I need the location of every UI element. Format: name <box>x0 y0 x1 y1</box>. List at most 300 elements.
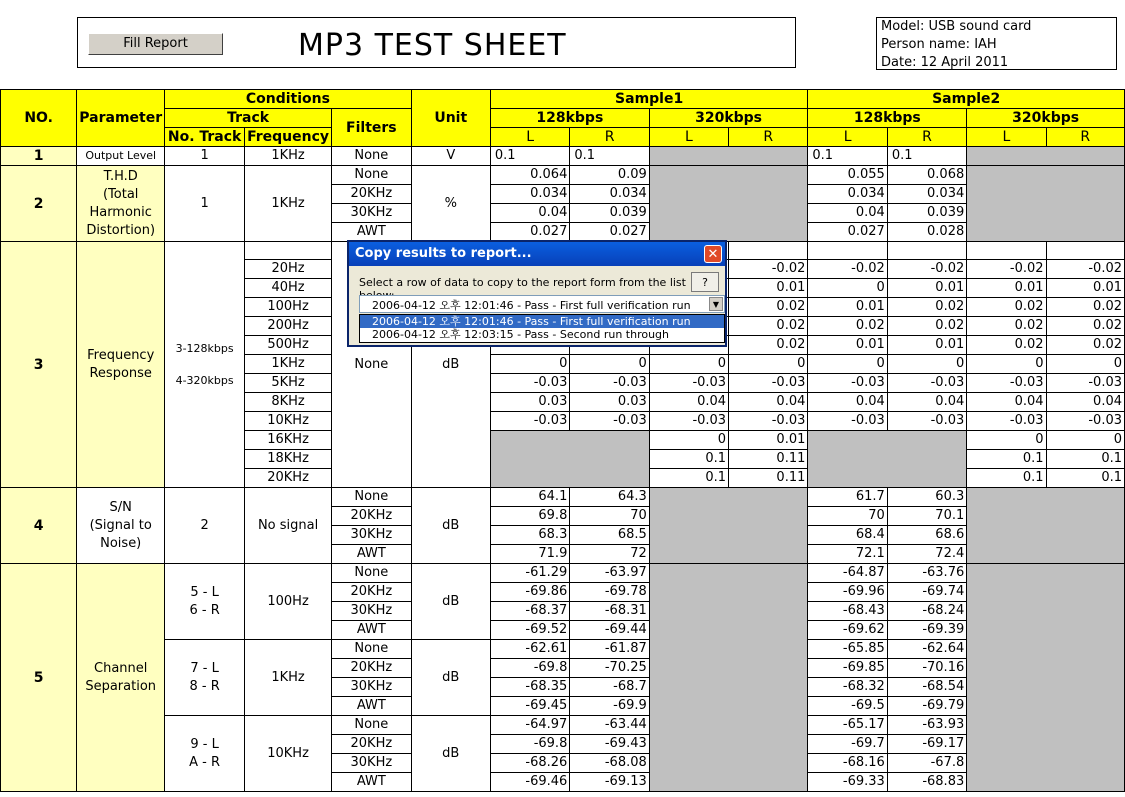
value-cell[interactable]: 0.1 <box>808 147 887 166</box>
value-cell[interactable]: 0 <box>649 431 728 450</box>
value-cell[interactable]: 61.7 <box>808 488 887 507</box>
cell-line: T.H.D <box>103 168 138 184</box>
header-left: L <box>649 128 728 147</box>
value-cell[interactable]: 0.02 <box>1046 317 1124 336</box>
value-cell[interactable]: -69.44 <box>570 621 649 640</box>
person-name-label: Person name: IAH <box>881 37 997 52</box>
filter-value: 30KHz <box>332 602 412 621</box>
sheet-header <box>77 17 796 68</box>
filter-value: None <box>332 166 412 185</box>
value-cell[interactable]: 0.02 <box>1046 298 1124 317</box>
filter-value: AWT <box>332 545 412 564</box>
table-row <box>1 166 1125 185</box>
model-info-box <box>876 17 1117 70</box>
value-cell[interactable]: 68.4 <box>808 526 887 545</box>
value-cell[interactable]: 0.1 <box>967 469 1046 488</box>
filter-value: 20KHz <box>332 583 412 602</box>
value-cell[interactable]: 0.027 <box>570 223 649 242</box>
value-cell[interactable]: -63.93 <box>887 716 966 735</box>
value-cell[interactable]: -0.03 <box>967 412 1046 431</box>
value-cell[interactable]: 0.02 <box>1046 336 1124 355</box>
parameter-label <box>77 242 165 488</box>
header-bitrate: 128kbps <box>808 109 967 128</box>
value-cell[interactable]: 0.1 <box>1046 450 1124 469</box>
header-parameter: Parameter <box>77 90 165 147</box>
value-cell[interactable]: -70.25 <box>570 659 649 678</box>
parameter-label <box>77 488 165 564</box>
frequency-value <box>245 242 332 260</box>
value-cell[interactable]: -63.76 <box>887 564 966 583</box>
value-cell[interactable]: -0.03 <box>729 374 808 393</box>
value-cell[interactable]: -68.16 <box>808 754 887 773</box>
cell-line: A - R <box>189 754 221 770</box>
filter-value: None <box>332 242 412 488</box>
cell-line: Noise) <box>100 535 142 551</box>
value-cell[interactable]: -0.03 <box>887 412 966 431</box>
header-track: Track <box>165 109 332 128</box>
value-cell[interactable]: -0.03 <box>729 412 808 431</box>
value-cell[interactable]: 68.5 <box>570 526 649 545</box>
value-cell[interactable]: -0.03 <box>649 412 728 431</box>
value-cell[interactable]: -65.17 <box>808 716 887 735</box>
table-row <box>1 147 1125 166</box>
value-cell[interactable]: -0.03 <box>808 412 887 431</box>
cell-line: 5 - L <box>190 584 219 600</box>
value-cell[interactable]: 0 <box>1046 355 1124 374</box>
chevron-down-icon[interactable]: ▼ <box>709 297 723 311</box>
value-cell[interactable]: 0 <box>729 355 808 374</box>
cell-line: S/N <box>109 499 132 515</box>
value-cell[interactable]: -69.79 <box>887 697 966 716</box>
filter-value: 20KHz <box>332 659 412 678</box>
value-cell[interactable]: 0.1 <box>490 147 569 166</box>
unit-value: dB <box>411 242 490 488</box>
frequency-value: 10KHz <box>245 716 332 792</box>
row-number: 3 <box>1 242 77 488</box>
unit-value: V <box>411 147 490 166</box>
value-cell[interactable]: -0.03 <box>808 374 887 393</box>
value-cell[interactable]: 0.02 <box>808 317 887 336</box>
value-cell[interactable]: 0.02 <box>967 336 1046 355</box>
table-row <box>1 488 1125 507</box>
value-cell[interactable]: 0.01 <box>729 431 808 450</box>
value-cell[interactable]: -68.31 <box>570 602 649 621</box>
value-cell[interactable]: 0.039 <box>570 204 649 223</box>
header-bitrate: 320kbps <box>967 109 1125 128</box>
header-frequency: Frequency <box>245 128 332 147</box>
cell-line: (Total <box>102 186 139 202</box>
value-cell[interactable]: -0.02 <box>967 260 1046 279</box>
date-label: Date: 12 April 2011 <box>881 55 1009 70</box>
cell-line: Channel <box>94 660 148 676</box>
unit-value: dB <box>411 488 490 564</box>
track-value: 1 <box>165 166 245 242</box>
value-cell[interactable]: 0.04 <box>649 393 728 412</box>
value-cell[interactable]: -61.29 <box>490 564 569 583</box>
table-row <box>1 716 1125 735</box>
value-cell[interactable]: -68.32 <box>808 678 887 697</box>
value-cell[interactable]: 0.04 <box>808 393 887 412</box>
header-filters: Filters <box>332 109 412 147</box>
value-cell[interactable]: 0.02 <box>729 317 808 336</box>
value-cell[interactable]: -69.5 <box>808 697 887 716</box>
value-cell[interactable]: -0.03 <box>490 374 569 393</box>
value-cell[interactable]: -0.03 <box>1046 374 1124 393</box>
value-cell[interactable]: -69.7 <box>808 735 887 754</box>
value-cell[interactable]: 0 <box>570 355 649 374</box>
row-number: 1 <box>1 147 77 166</box>
sheet-title: MP3 TEST SHEET <box>298 28 567 63</box>
value-cell[interactable]: 0.039 <box>887 204 966 223</box>
value-cell[interactable]: -68.43 <box>808 602 887 621</box>
value-cell[interactable]: 69.8 <box>490 507 569 526</box>
filter-value: 20KHz <box>332 185 412 204</box>
value-cell[interactable] <box>967 242 1046 260</box>
value-cell[interactable]: 0.1 <box>1046 469 1124 488</box>
empty-cell <box>649 564 808 792</box>
filter-value: 20KHz <box>332 735 412 754</box>
value-cell[interactable]: 0.034 <box>570 185 649 204</box>
cell-line: Separation <box>85 678 157 694</box>
value-cell[interactable]: 0.04 <box>887 393 966 412</box>
header-sample1: Sample1 <box>490 90 807 109</box>
header-right: R <box>1046 128 1124 147</box>
header-bitrate: 320kbps <box>649 109 808 128</box>
value-cell[interactable]: 68.3 <box>490 526 569 545</box>
value-cell[interactable]: 0.02 <box>967 298 1046 317</box>
filter-value: None <box>332 564 412 583</box>
empty-cell <box>649 166 808 242</box>
value-cell[interactable]: -0.02 <box>729 260 808 279</box>
value-cell[interactable]: 0.02 <box>887 298 966 317</box>
value-cell[interactable]: 0.04 <box>490 204 569 223</box>
value-cell[interactable]: 0.04 <box>729 393 808 412</box>
cell-line: Harmonic <box>89 204 152 220</box>
value-cell[interactable]: 0.055 <box>808 166 887 185</box>
dialog-title-bar[interactable] <box>349 242 725 266</box>
frequency-value: No signal <box>245 488 332 564</box>
value-cell[interactable] <box>808 242 887 260</box>
value-cell[interactable]: 0.03 <box>570 393 649 412</box>
row-number: 4 <box>1 488 77 564</box>
cell-line: 6 - R <box>189 602 220 618</box>
value-cell[interactable]: -69.13 <box>570 773 649 792</box>
value-cell[interactable]: -69.85 <box>808 659 887 678</box>
header-sample2: Sample2 <box>808 90 1125 109</box>
value-cell[interactable]: 0.01 <box>887 336 966 355</box>
cell-line: 3-128kbps <box>175 341 234 355</box>
value-cell[interactable]: -68.26 <box>490 754 569 773</box>
value-cell[interactable]: -65.85 <box>808 640 887 659</box>
empty-cell <box>490 431 649 488</box>
value-cell[interactable]: 72 <box>570 545 649 564</box>
value-cell[interactable]: 0.04 <box>967 393 1046 412</box>
filter-value: 20KHz <box>332 507 412 526</box>
unit-value: dB <box>411 564 490 640</box>
value-cell[interactable]: 71.9 <box>490 545 569 564</box>
value-cell[interactable]: -68.37 <box>490 602 569 621</box>
cell-line: Frequency <box>87 347 155 363</box>
frequency-value: 5KHz <box>245 374 332 393</box>
unit-value: % <box>411 166 490 242</box>
header-unit: Unit <box>411 90 490 147</box>
value-cell[interactable]: 0.01 <box>887 279 966 298</box>
value-cell[interactable]: -61.87 <box>570 640 649 659</box>
value-cell[interactable]: 0.01 <box>1046 279 1124 298</box>
value-cell[interactable]: -69.52 <box>490 621 569 640</box>
value-cell[interactable]: -69.43 <box>570 735 649 754</box>
track-value: 2 <box>165 488 245 564</box>
value-cell[interactable]: 0.027 <box>490 223 569 242</box>
value-cell[interactable]: -68.35 <box>490 678 569 697</box>
frequency-value: 20Hz <box>245 260 332 279</box>
value-cell[interactable]: -0.02 <box>808 260 887 279</box>
run-option[interactable]: 2006-04-12 오후 12:03:15 - Pass - Second run through <box>372 328 670 341</box>
value-cell[interactable]: -69.45 <box>490 697 569 716</box>
value-cell[interactable]: -63.97 <box>570 564 649 583</box>
value-cell[interactable]: -0.03 <box>490 412 569 431</box>
frequency-value: 10KHz <box>245 412 332 431</box>
value-cell[interactable]: 0 <box>967 355 1046 374</box>
fill-report-button[interactable]: Fill Report <box>88 33 223 55</box>
value-cell[interactable]: 0.028 <box>887 223 966 242</box>
run-options-list <box>359 314 725 343</box>
track-value: 1 <box>165 147 245 166</box>
value-cell[interactable]: 0.04 <box>1046 393 1124 412</box>
filter-value: AWT <box>332 697 412 716</box>
filter-value: None <box>332 716 412 735</box>
value-cell[interactable]: 0.02 <box>729 336 808 355</box>
value-cell[interactable]: -0.03 <box>967 374 1046 393</box>
empty-cell <box>967 147 1125 166</box>
header-right: R <box>887 128 966 147</box>
row-number: 2 <box>1 166 77 242</box>
value-cell[interactable]: -68.08 <box>570 754 649 773</box>
empty-cell <box>967 564 1125 792</box>
frequency-value: 1KHz <box>245 640 332 716</box>
value-cell[interactable]: 72.4 <box>887 545 966 564</box>
value-cell[interactable]: 70 <box>808 507 887 526</box>
table-row <box>1 109 1125 128</box>
value-cell[interactable]: 72.1 <box>808 545 887 564</box>
value-cell[interactable]: -69.96 <box>808 583 887 602</box>
value-cell[interactable] <box>887 242 966 260</box>
selected-run-value: 2006-04-12 오후 12:01:46 - Pass - First full verification run <box>372 299 691 312</box>
value-cell[interactable]: 0.02 <box>729 298 808 317</box>
cell-line: 4-320kbps <box>175 373 234 387</box>
copy-results-dialog <box>347 240 727 347</box>
parameter-label <box>77 564 165 792</box>
value-cell[interactable]: 0.01 <box>967 279 1046 298</box>
frequency-value: 500Hz <box>245 336 332 355</box>
header-left: L <box>490 128 569 147</box>
table-row <box>1 90 1125 109</box>
value-cell[interactable]: 0.09 <box>570 166 649 185</box>
value-cell[interactable]: 60.3 <box>887 488 966 507</box>
filter-value: 30KHz <box>332 754 412 773</box>
help-button[interactable]: ? <box>691 272 719 292</box>
frequency-value: 20KHz <box>245 469 332 488</box>
row-number: 5 <box>1 564 77 792</box>
value-cell[interactable]: -69.8 <box>490 735 569 754</box>
empty-cell <box>967 488 1125 564</box>
value-cell[interactable]: 0.02 <box>887 317 966 336</box>
value-cell[interactable]: -0.03 <box>570 374 649 393</box>
value-cell[interactable]: 64.3 <box>570 488 649 507</box>
filter-value: None <box>332 640 412 659</box>
parameter-label <box>77 166 165 242</box>
value-cell[interactable]: -68.83 <box>887 773 966 792</box>
table-row <box>1 564 1125 583</box>
value-cell[interactable]: -62.61 <box>490 640 569 659</box>
empty-cell <box>808 431 967 488</box>
value-cell[interactable]: -64.87 <box>808 564 887 583</box>
table-row <box>1 640 1125 659</box>
frequency-value: 1KHz <box>245 147 332 166</box>
frequency-value: 40Hz <box>245 279 332 298</box>
value-cell[interactable]: -69.9 <box>570 697 649 716</box>
filter-value: 30KHz <box>332 204 412 223</box>
dialog-prompt: Select a row of data to copy to the report form from the list <box>359 276 686 289</box>
unit-value: dB <box>411 716 490 792</box>
filter-value: 30KHz <box>332 526 412 545</box>
value-cell[interactable]: 64.1 <box>490 488 569 507</box>
value-cell[interactable]: 0.01 <box>729 279 808 298</box>
value-cell[interactable]: 0.02 <box>967 317 1046 336</box>
value-cell[interactable]: 0.1 <box>649 469 728 488</box>
header-left: L <box>808 128 887 147</box>
value-cell[interactable]: 0.03 <box>490 393 569 412</box>
value-cell[interactable]: 0.01 <box>808 336 887 355</box>
cell-line: Response <box>89 365 152 381</box>
header-no: NO. <box>1 90 77 147</box>
parameter-label: Output Level <box>77 147 165 166</box>
empty-cell <box>649 147 808 166</box>
value-cell[interactable]: -68.7 <box>570 678 649 697</box>
run-option[interactable]: 2006-04-12 오후 12:01:46 - Pass - First full verification run <box>360 315 724 328</box>
frequency-value: 8KHz <box>245 393 332 412</box>
value-cell[interactable]: 0.034 <box>887 185 966 204</box>
track-value <box>165 242 245 488</box>
header-conditions: Conditions <box>165 90 412 109</box>
value-cell[interactable]: 0.027 <box>808 223 887 242</box>
value-cell[interactable]: -69.78 <box>570 583 649 602</box>
cell-line: Distortion) <box>86 222 156 238</box>
value-cell[interactable]: -0.03 <box>649 374 728 393</box>
header-bitrate: 128kbps <box>490 109 649 128</box>
value-cell[interactable]: -70.16 <box>887 659 966 678</box>
run-select-dropdown[interactable] <box>359 295 725 313</box>
value-cell[interactable]: 70 <box>570 507 649 526</box>
value-cell[interactable]: 70.1 <box>887 507 966 526</box>
track-value <box>165 716 245 792</box>
value-cell[interactable]: -62.64 <box>887 640 966 659</box>
cell-line: 8 - R <box>189 678 220 694</box>
value-cell[interactable]: 0 <box>967 431 1046 450</box>
value-cell[interactable]: -69.33 <box>808 773 887 792</box>
frequency-value: 1KHz <box>245 166 332 242</box>
unit-value: dB <box>411 640 490 716</box>
value-cell[interactable]: -0.03 <box>1046 412 1124 431</box>
value-cell[interactable]: 0.1 <box>649 450 728 469</box>
filter-value: AWT <box>332 223 412 242</box>
value-cell[interactable]: 0.034 <box>808 185 887 204</box>
value-cell[interactable]: -69.39 <box>887 621 966 640</box>
table-row <box>1 128 1125 147</box>
frequency-value: 1KHz <box>245 355 332 374</box>
value-cell[interactable]: 68.6 <box>887 526 966 545</box>
model-label: Model: USB sound card <box>881 19 1032 34</box>
frequency-value: 16KHz <box>245 431 332 450</box>
value-cell[interactable]: -0.02 <box>887 260 966 279</box>
header-left: L <box>967 128 1046 147</box>
value-cell[interactable]: -69.74 <box>887 583 966 602</box>
header-right: R <box>729 128 808 147</box>
filter-value: AWT <box>332 621 412 640</box>
value-cell[interactable]: -69.86 <box>490 583 569 602</box>
value-cell[interactable]: 0.064 <box>490 166 569 185</box>
value-cell[interactable]: 0.1 <box>887 147 966 166</box>
value-cell[interactable]: 0.068 <box>887 166 966 185</box>
header-right: R <box>570 128 649 147</box>
value-cell[interactable]: 0.1 <box>967 450 1046 469</box>
filter-value: None <box>332 147 412 166</box>
value-cell[interactable]: -67.8 <box>887 754 966 773</box>
filter-value: None <box>332 488 412 507</box>
value-cell[interactable]: 0 <box>808 279 887 298</box>
value-cell[interactable]: 0 <box>649 355 728 374</box>
value-cell[interactable]: -0.03 <box>570 412 649 431</box>
filter-value: AWT <box>332 773 412 792</box>
dialog-title: Copy results to report... <box>355 246 532 261</box>
value-cell[interactable]: 0.11 <box>729 450 808 469</box>
value-cell[interactable]: -63.44 <box>570 716 649 735</box>
header-no-track: No. Track <box>165 128 245 147</box>
test-sheet-table <box>0 89 1125 792</box>
value-cell[interactable]: -69.17 <box>887 735 966 754</box>
value-cell[interactable]: -0.03 <box>887 374 966 393</box>
frequency-value: 100Hz <box>245 298 332 317</box>
value-cell[interactable]: -0.02 <box>1046 260 1124 279</box>
value-cell[interactable]: -68.54 <box>887 678 966 697</box>
track-value <box>165 640 245 716</box>
empty-cell <box>649 488 808 564</box>
value-cell[interactable]: -69.62 <box>808 621 887 640</box>
empty-cell <box>967 166 1125 242</box>
value-cell[interactable]: -64.97 <box>490 716 569 735</box>
close-icon[interactable]: ✕ <box>704 245 722 263</box>
value-cell[interactable]: 0.04 <box>808 204 887 223</box>
value-cell[interactable]: 0.034 <box>490 185 569 204</box>
value-cell[interactable]: 0 <box>1046 431 1124 450</box>
value-cell[interactable]: 0 <box>490 355 569 374</box>
value-cell[interactable]: -68.24 <box>887 602 966 621</box>
value-cell[interactable]: 0.01 <box>808 298 887 317</box>
value-cell[interactable]: 0 <box>887 355 966 374</box>
value-cell[interactable]: 0.11 <box>729 469 808 488</box>
filter-value: 30KHz <box>332 678 412 697</box>
frequency-value: 100Hz <box>245 564 332 640</box>
value-cell[interactable]: -69.8 <box>490 659 569 678</box>
track-value <box>165 564 245 640</box>
value-cell[interactable] <box>729 242 808 260</box>
value-cell[interactable]: 0 <box>808 355 887 374</box>
value-cell[interactable]: 0.1 <box>570 147 649 166</box>
cell-line: 7 - L <box>190 660 219 676</box>
value-cell[interactable]: -69.46 <box>490 773 569 792</box>
frequency-value: 200Hz <box>245 317 332 336</box>
value-cell[interactable] <box>1046 242 1124 260</box>
